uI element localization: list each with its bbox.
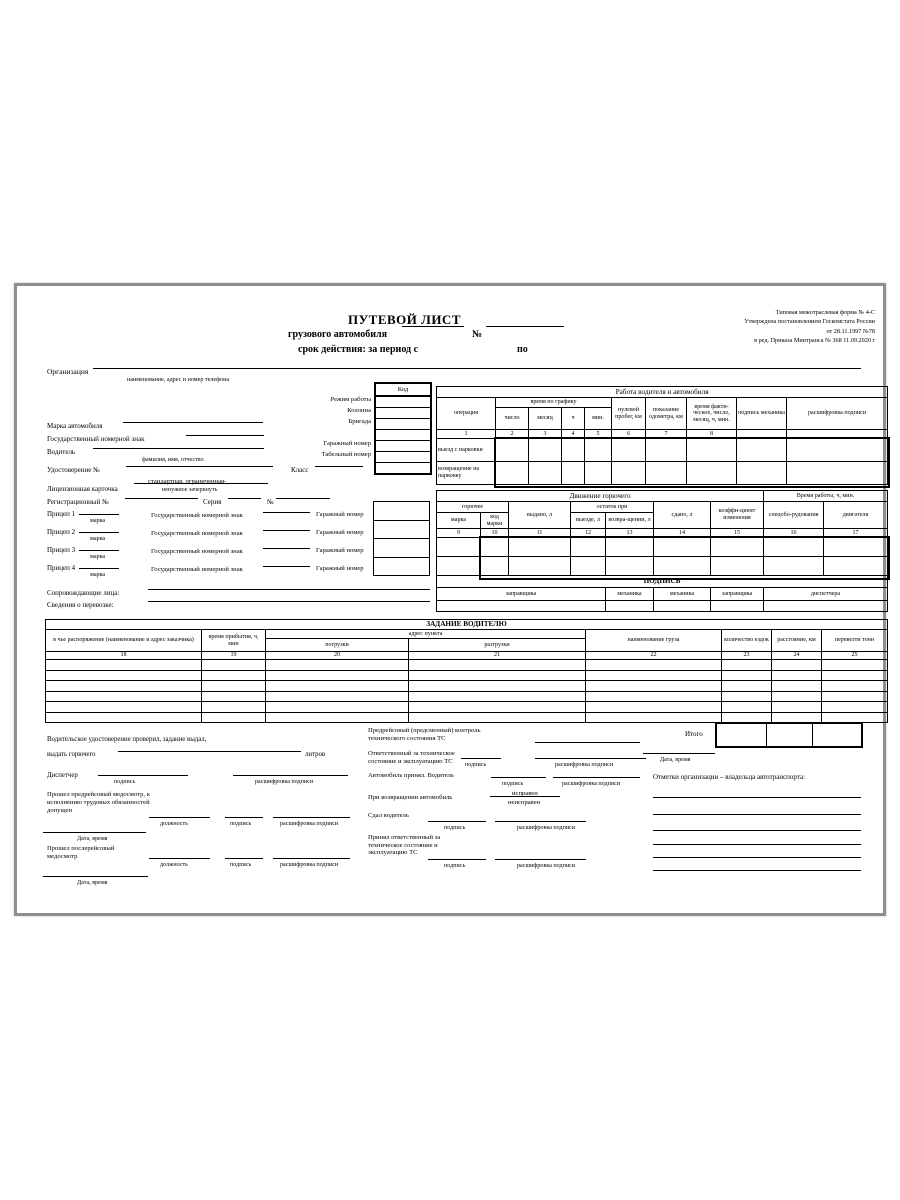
fuel-table-title: Движение горючего [437,491,764,502]
owner-marks-line-1 [653,797,861,798]
right-datetime-field [643,753,715,754]
table-row [437,398,888,408]
col-loading: погрузки [266,639,409,652]
validity-label: срок действия: за период с [298,344,419,355]
trailer-2-label: Прицеп 2 [47,528,76,536]
owner-marks-line-2 [653,814,861,815]
fuel-issue-label: выдать горючего [47,751,96,758]
waybill-form-sheet [14,283,886,916]
post-medical-datetime-field [43,876,148,877]
responsible-decode-caption: расшифровка подписи [555,762,614,768]
brigade-label: Бригада [348,418,371,425]
responsible-sign-caption: подпись [465,762,487,768]
post-medical-sign-field [225,858,263,859]
mechanic-sign-label: механика [606,588,654,601]
column-numbers-row: 18 19 20 21 22 23 24 25 [46,652,888,660]
post-medical-position-field [149,858,210,859]
received-decode-field [495,859,586,860]
table-row [374,520,430,539]
signature-title-row [437,576,888,588]
col-sign-decode: расшифровка подписи [787,398,888,430]
table-row [46,660,888,671]
trailer-1-label: Прицеп 1 [47,510,76,518]
pre-medical-sign-caption: подпись [230,821,252,827]
table-row [437,601,888,612]
handed-decode-field [495,821,586,822]
table-row [375,408,431,419]
pre-medical-datetime-field [43,832,146,833]
liters-label: литров [305,751,326,758]
col-unloading: разгрузки [409,639,586,652]
signature-title: ПОДПИСЬ [437,576,888,588]
approval-line-2: Утверждена постановлением Госкомстата России [744,318,875,326]
col-rest: остаток при [571,502,654,513]
unserviceable-label: неисправен [508,799,541,806]
col-tons: перевезти тонн [822,630,888,652]
dispatcher-decode-field [233,775,348,776]
registration-number-label: Регистрационный № [47,498,109,506]
responsible-sign-field [461,758,501,759]
table-row [46,691,888,702]
trailer-1-plate-field [263,512,310,513]
post-medical-sign-caption: подпись [230,862,252,868]
table-row [437,491,888,502]
dispatcher-decode-caption: расшифровка подписи [255,779,314,785]
column-label: Колонна [347,407,371,414]
waybill-number-field [486,326,564,327]
table-row [437,387,888,398]
dispatcher-sign-label: диспетчера [764,588,888,601]
right-datetime-caption: Дата, время [660,757,691,763]
pre-medical-position-field [149,817,210,818]
fuel-issue-field [118,751,301,752]
mechanic-sign-label-2: механика [654,588,711,601]
trailer-3-brand-field [79,550,119,551]
form-title: ПУТЕВОЙ ЛИСТ [348,312,461,327]
license-card-label: Лицензионная карточка [47,485,118,493]
col-hour: ч [562,408,585,430]
dispatcher-sign-field [98,775,188,776]
col-engine: двигателя [824,502,888,529]
handed-by-driver-label: Сдал водитель [368,812,409,819]
fueler-sign-label: заправщика [437,588,606,601]
table-row [46,670,888,681]
pre-medical-position-caption: должность [160,821,188,827]
trailer-garage-table [373,501,430,576]
departure-label: выезд с парковки [437,439,496,462]
series-number-field [276,498,330,499]
trailer-2-brand-field [79,532,119,533]
return-label: возвращение на парковку [437,462,496,485]
col-cargo-name: наименование груза [586,630,722,652]
total-label: Итого [685,730,703,738]
trailer-3-garage-label: Гаражный номер [316,547,364,554]
table-row [716,723,862,747]
col-day: число [496,408,529,430]
table-row [437,557,888,576]
license-checked-label: Водительское удостоверение проверил, задание выдал, [47,736,207,743]
owner-marks-line-6 [653,870,861,871]
approval-line-3: от 28.11.1997 №78 [826,327,875,335]
col-point-address: адрес пункта [266,630,586,639]
organization-caption: наименование, адрес и номер телефона [127,377,230,383]
approval-note [625,308,875,345]
approval-line-1: Типовая межотраслевая форма № 4-С [775,309,875,316]
col-distance: расстояние, км [772,630,822,652]
trailer-4-brand-caption: марка [90,572,106,578]
transport-info-field [148,601,430,602]
trailer-1-brand-field [79,514,119,515]
col-minute: мин. [585,408,612,430]
trailer-3-brand-caption: марка [90,554,106,560]
organization-label: Организация [47,367,89,376]
class-label: Класс [291,466,309,474]
trailer-2-plate-field [263,530,310,531]
trailer-4-brand-field [79,568,119,569]
owner-marks-line-4 [653,844,861,845]
col-handed: сдано, л [654,502,711,529]
trailer-1-garage-label: Гаражный номер [316,511,364,518]
accepted-sign-field [491,777,546,778]
series-number-sign: № [267,498,274,506]
escort-field [148,589,430,590]
code-table [374,382,432,475]
col-customer: в чье распоряжение (наименование и адрес заказчика) [46,630,202,652]
responsible-label: Ответственный за техническое состояние и эксплуатацию ТС [368,750,455,765]
garage-number-label: Гаражный номер [323,440,371,447]
trailer-4-plate-label: Государственный номерной знак [151,566,243,573]
col-fuel-code: код марки [481,513,509,529]
col-zero-run: нулевой пробег, км [612,398,646,430]
trailer-4-label: Прицеп 4 [47,564,76,572]
trailer-3-plate-label: Государственный номерной знак [151,548,243,555]
row-return [437,462,888,485]
trailer-3-label: Прицеп 3 [47,546,76,554]
handed-sign-field [428,821,486,822]
series-label: Серия [203,498,222,506]
pre-medical-label: Прошел предрейсовый медосмотр, к исполнению трудовых обязанностей допущен [47,791,150,814]
col-schedule-time: время по графику [496,398,612,408]
table-row [46,712,888,723]
certificate-label: Удостоверение № [47,466,100,474]
trailer-2-garage-label: Гаражный номер [316,529,364,536]
validity-po-label: по [517,344,528,355]
pre-medical-decode-caption: расшифровка подписи [280,821,339,827]
owner-marks-line-3 [653,830,861,831]
post-medical-label: Прошел послерейсовый медосмотр [47,845,115,860]
col-trip-count: количество ездок [722,630,772,652]
task-table-title: ЗАДАНИЕ ВОДИТЕЛЮ [46,620,888,630]
owner-marks-label: Отметки организации – владельца автотранспорта: [653,773,806,781]
table-row [437,538,888,557]
serviceable-line [490,796,560,797]
trailer-3-plate-field [263,548,310,549]
total-table [715,722,863,748]
column-numbers-row: 1 2 3 4 5 6 7 8 [437,430,888,439]
accepted-sign-caption: подпись [502,781,524,787]
col-special-equipment: спецобо-рудования [764,502,824,529]
owner-marks-line-5 [653,857,861,858]
driver-work-table [436,386,888,485]
transport-info-label: Сведения о перевозке: [47,601,114,609]
col-actual-time: время факти-ческое, число, месяц, ч, мин. [687,398,737,430]
pre-medical-decode-field [273,817,350,818]
certificate-field [126,466,273,467]
table-row [375,419,431,430]
post-medical-decode-field [273,858,350,859]
col-odometer: показание одометра, км [646,398,687,430]
license-card-options: стандартная, ограниченная- [148,478,227,485]
state-plate-label: Государственный номерной знак [47,435,145,443]
form-subtitle: грузового автомобиля [288,329,388,340]
col-rest-departure: выезде, л [571,513,606,529]
table-row [374,502,430,521]
table-row [374,539,430,558]
col-operation: операция [437,398,496,430]
class-field [315,466,363,467]
received-sign-field [428,859,486,860]
trailer-4-plate-field [263,566,310,567]
vehicle-brand-label: Марка автомобиля [47,422,103,430]
col-issued: выдано, л [509,502,571,529]
vehicle-brand-field [123,422,263,423]
approval-line-4: в ред. Приказа Минтранса № 368 11.09.2020 г [754,336,875,344]
driver-task-table [45,619,888,723]
driver-caption: фамилия, имя, отчество [142,457,204,463]
work-table-title: Работа водителя и автомобиля [437,387,888,398]
table-row [375,463,431,475]
responsible-decode-field [535,758,646,759]
accepted-decode-caption: расшифровка подписи [562,781,621,787]
table-row [46,630,888,639]
signature-labels-row [437,588,888,601]
license-card-note: ненужное зачеркнуть [162,487,218,493]
serviceable-label: исправен [512,790,538,797]
col-coefficient: коэффи-циент изменения [711,502,764,529]
trailer-2-plate-label: Государственный номерной знак [151,530,243,537]
table-row [437,502,888,513]
pre-trip-control-field [535,742,640,743]
table-row [375,430,431,441]
work-time-title: Время работы, ч, мин. [764,491,888,502]
trailer-1-plate-label: Государственный номерной знак [151,512,243,519]
trailer-2-brand-caption: марка [90,536,106,542]
driver-field [93,448,264,449]
pre-trip-control-label: Предрейсовый (предсменный) контроль технического состояния ТС [368,727,481,742]
table-row [375,396,431,408]
col-rest-return: возвра-щении, л [606,513,654,529]
on-return-label: При возвращении автомобиль [368,794,453,801]
table-row [46,702,888,713]
vehicle-accepted-label: Автомобиль принял. Водитель [368,772,454,779]
dispatcher-label: Диспетчер [47,772,78,779]
dispatcher-sign-caption: подпись [114,779,136,785]
table-row [375,441,431,452]
personnel-number-label: Табельный номер [321,451,371,458]
table-row [375,452,431,463]
code-header: Код [375,383,431,396]
pre-medical-datetime-caption: Дата, время [77,836,108,842]
received-decode-caption: расшифровка подписи [517,863,576,869]
trailer-1-brand-caption: марка [90,518,106,524]
col-arrival-time: время прибытия, ч, мин [202,630,266,652]
post-medical-position-caption: должность [160,862,188,868]
handed-decode-caption: расшифровка подписи [517,825,576,831]
organization-field [93,368,861,369]
fueler-sign-label-2: заправщика [711,588,764,601]
row-departure [437,439,888,462]
driver-label: Водитель [47,448,76,456]
escort-label: Сопровождающие лица: [47,589,120,597]
received-by-label: Принял ответственный за техническое состояние и эксплуатацию ТС [368,834,441,857]
series-field [228,498,261,499]
post-medical-datetime-caption: Дата, время [77,880,108,886]
table-row [375,383,431,396]
trailer-4-garage-label: Гаражный номер [316,565,364,572]
handed-sign-caption: подпись [444,825,466,831]
number-sign: № [472,329,483,340]
post-medical-decode-caption: расшифровка подписи [280,862,339,868]
table-row [374,557,430,576]
table-row [46,681,888,692]
col-month: месяц [529,408,562,430]
table-row [46,620,888,630]
fuel-table [436,490,888,612]
registration-number-field [125,498,198,499]
column-numbers-row: 9 10 11 12 13 14 15 16 17 [437,529,888,538]
col-fuel-brand: марка [437,513,481,529]
accepted-decode-field [553,777,640,778]
vehicle-blank-field [402,326,464,327]
license-card-field [134,483,268,484]
pre-medical-sign-field [225,817,263,818]
received-sign-caption: подпись [444,863,466,869]
col-mechanic-sign: подпись механика [737,398,787,430]
work-mode-label: Режим работы [330,396,371,403]
state-plate-field [186,435,264,436]
col-fuel: горючее [437,502,509,513]
